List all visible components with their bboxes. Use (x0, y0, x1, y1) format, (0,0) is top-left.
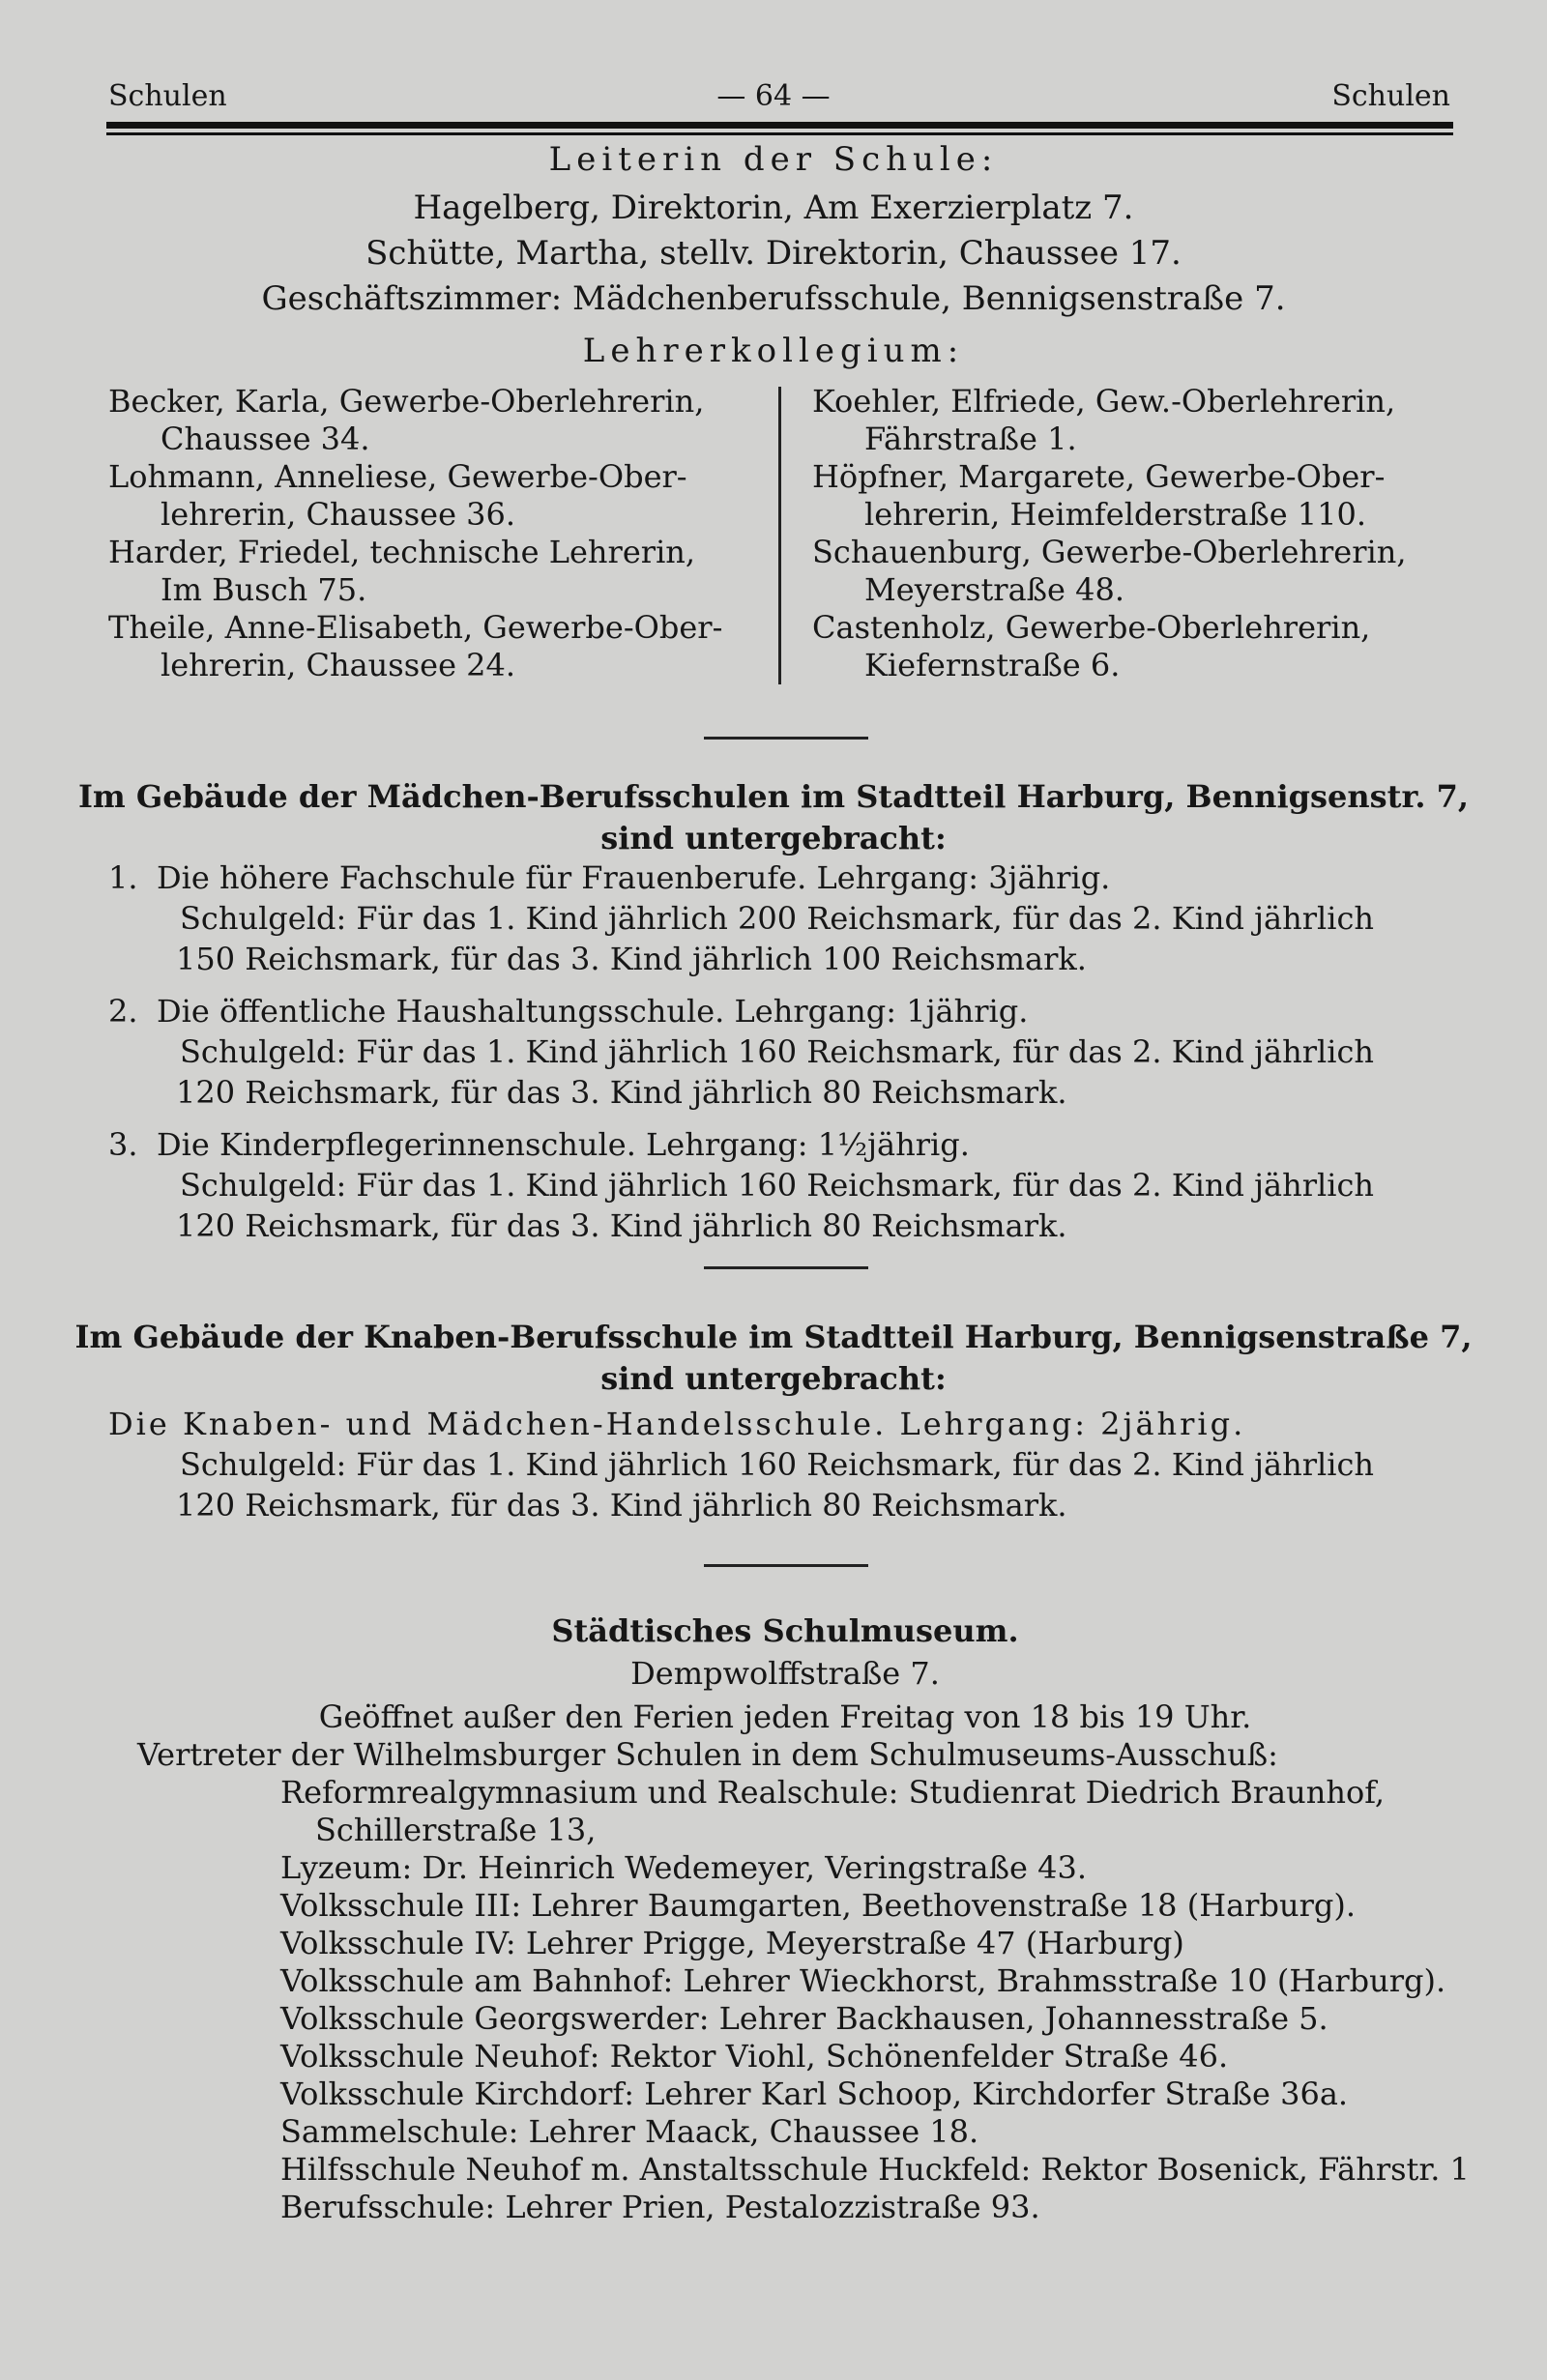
school-name: Die höhere Fachschule für Frauenberufe. Lehrgang: 3jährig. (157, 859, 1111, 896)
item-number: 1. (108, 859, 138, 896)
teacher-entry: Theile, Anne-Elisabeth, Gewerbe-Ober- (108, 609, 723, 646)
teacher-entry-cont: Kiefernstraße 6. (864, 647, 1121, 683)
section-divider (704, 737, 868, 740)
committee-member: Volksschule Neuhof: Rektor Viohl, Schönenfelder Straße 46. (280, 2038, 1229, 2075)
teacher-entry-cont: lehrerin, Chaussee 24. (161, 647, 516, 683)
item-number: 2. (108, 993, 138, 1030)
committee-member: Volksschule am Bahnhof: Lehrer Wieckhorst, Brahmsstraße 10 (Harburg). (280, 1962, 1446, 1999)
leitung-line-2: Schütte, Martha, stellv. Direktorin, Chaussee 17. (365, 234, 1182, 273)
item-number: 3. (108, 1126, 138, 1163)
page-number: — 64 — (716, 79, 831, 113)
teacher-entry: Koehler, Elfriede, Gew.-Oberlehrerin, (812, 383, 1396, 420)
kollegium-left-column (108, 383, 766, 684)
teacher-entry-cont: lehrerin, Heimfelderstraße 110. (864, 496, 1367, 533)
leitung-line-3: Geschäftszimmer: Mädchenberufsschule, Bennigsenstraße 7. (261, 279, 1286, 318)
knaben-heading: Im Gebäude der Knaben-Berufsschule im Stadtteil Harburg, Bennigsenstraße 7, (74, 1319, 1473, 1355)
running-header-right: Schulen (1331, 79, 1450, 113)
knaben-heading-cont: sind untergebracht: (600, 1360, 947, 1397)
teacher-entry-cont: Fährstraße 1. (864, 421, 1077, 457)
tuition-line: Schulgeld: Für das 1. Kind jährlich 160 Reichsmark, für das 2. Kind jährlich (180, 1033, 1375, 1070)
teacher-entry: Lohmann, Anneliese, Gewerbe-Ober- (108, 458, 687, 495)
school-item-3 (108, 1124, 1462, 1165)
school-name: Die öffentliche Haushaltungsschule. Lehrgang: 1jährig. (157, 993, 1029, 1030)
column-divider (778, 387, 781, 684)
school-name: Die Knaben- und Mädchen-Handelsschule. Lehrgang: 2jährig. (108, 1406, 1246, 1442)
tuition-line: 120 Reichsmark, für das 3. Kind jährlich 80 Reichsmark. (176, 1074, 1067, 1111)
running-header-left: Schulen (108, 79, 227, 113)
teacher-entry-cont: Im Busch 75. (161, 571, 367, 608)
committee-member: Berufsschule: Lehrer Prien, Pestalozzistraße 93. (280, 2189, 1040, 2225)
teacher-entry: Schauenburg, Gewerbe-Oberlehrerin, (812, 534, 1407, 570)
museum-committee-intro: Vertreter der Wilhelmsburger Schulen in dem Schulmuseums-Ausschuß: (137, 1736, 1278, 1773)
committee-member: Volksschule Kirchdorf: Lehrer Karl Schoop, Kirchdorfer Straße 36a. (280, 2075, 1349, 2112)
committee-member: Volksschule Georgswerder: Lehrer Backhausen, Johannesstraße 5. (280, 2000, 1328, 2037)
teacher-entry-cont: Meyerstraße 48. (864, 571, 1125, 608)
schulmuseum-section (108, 1607, 1470, 2226)
museum-address: Dempwolffstraße 7. (630, 1655, 940, 1692)
header-rule-thin (106, 132, 1453, 135)
museum-hours: Geöffnet außer den Ferien jeden Freitag von 18 bis 19 Uhr. (318, 1698, 1252, 1735)
maedchen-heading: Im Gebäude der Mädchen-Berufsschulen im Stadtteil Harburg, Bennigsenstr. 7, (77, 778, 1470, 815)
header-rule-thick (106, 122, 1453, 129)
kollegium-heading: Lehrerkollegium: (582, 332, 965, 370)
tuition-line: 120 Reichsmark, für das 3. Kind jährlich 80 Reichsmark. (176, 1207, 1067, 1244)
maedchen-school-list (108, 857, 1462, 1246)
teacher-entry: Castenholz, Gewerbe-Oberlehrerin, (812, 609, 1371, 646)
teacher-entry: Harder, Friedel, technische Lehrerin, (108, 534, 696, 570)
tuition-line: Schulgeld: Für das 1. Kind jährlich 160 Reichsmark, für das 2. Kind jährlich (180, 1167, 1375, 1204)
school-item-1 (108, 857, 1462, 898)
committee-member: Lyzeum: Dr. Heinrich Wedemeyer, Veringstraße 43. (280, 1849, 1087, 1886)
section-divider (704, 1266, 868, 1269)
tuition-line: 120 Reichsmark, für das 3. Kind jährlich 80 Reichsmark. (176, 1487, 1067, 1524)
tuition-line: Schulgeld: Für das 1. Kind jährlich 160 Reichsmark, für das 2. Kind jährlich (180, 1446, 1375, 1483)
leitung-line-1: Hagelberg, Direktorin, Am Exerzierplatz 7. (413, 189, 1134, 227)
teacher-entry-cont: lehrerin, Chaussee 36. (161, 496, 516, 533)
teacher-entry: Becker, Karla, Gewerbe-Oberlehrerin, (108, 383, 705, 420)
leitung-heading: Leiterin der Schule: (548, 140, 999, 179)
museum-title: Städtisches Schulmuseum. (551, 1612, 1019, 1649)
committee-member: Reformrealgymnasium und Realschule: Studienrat Diedrich Braunhof, (280, 1774, 1386, 1811)
teacher-entry-cont: Chaussee 34. (161, 421, 370, 457)
committee-member: Volksschule IV: Lehrer Prigge, Meyerstraße 47 (Harburg) (280, 1925, 1184, 1961)
teacher-entry: Höpfner, Margarete, Gewerbe-Ober- (812, 458, 1386, 495)
committee-member: Hilfsschule Neuhof m. Anstaltsschule Huckfeld: Rektor Bosenick, Fährstr. 1 (280, 2151, 1470, 2188)
school-item-2 (108, 991, 1462, 1031)
tuition-line: 150 Reichsmark, für das 3. Kind jährlich 100 Reichsmark. (176, 941, 1087, 977)
committee-member: Sammelschule: Lehrer Maack, Chaussee 18. (280, 2113, 979, 2150)
tuition-line: Schulgeld: Für das 1. Kind jährlich 200 Reichsmark, für das 2. Kind jährlich (180, 900, 1375, 937)
knaben-school (108, 1404, 1462, 1525)
kollegium-right-column (812, 383, 1460, 684)
committee-member-cont: Schillerstraße 13, (315, 1812, 597, 1848)
committee-member: Volksschule III: Lehrer Baumgarten, Beethovenstraße 18 (Harburg). (280, 1887, 1356, 1924)
school-name: Die Kinderpflegerinnenschule. Lehrgang: 1½jährig. (157, 1126, 970, 1163)
section-divider (704, 1564, 868, 1567)
maedchen-heading-cont: sind untergebracht: (600, 820, 947, 856)
